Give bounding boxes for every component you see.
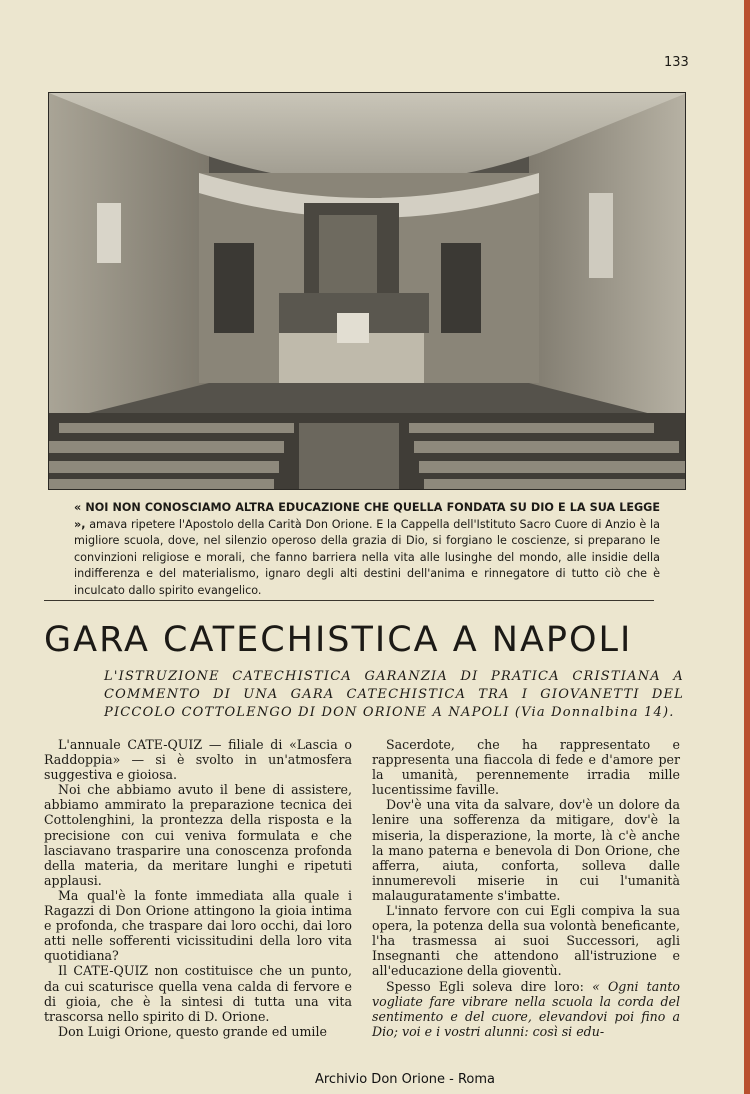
paragraph: Dov'è una vita da salvare, dov'è un dolore da lenire una sofferenza da mitigare, dov'è la miseria, la disperazione, la morte, là c'è anche la mano paterna e benevola di Don Orione, che afferra, aiuta, conforta, solleva dalle innumerevoli miserie in cui l'umanità malauguratamente s'imbatte.: [372, 797, 680, 903]
subtitle-part-1: L'ISTRUZIONE CATECHISTICA GARANZIA DI PRATICA CRISTIANA A COMMENTO DI UNA: [104, 669, 684, 702]
article-subtitle: [104, 668, 684, 722]
chapel-illustration: [49, 93, 686, 490]
paragraph-start: Spesso Egli soleva dire loro:: [386, 978, 584, 994]
caption-lead: « NOI NON CONOSCIAMO ALTRA EDUCAZIONE CHE QUELLA FONDATA SU DIO E LA SUA LEGGE »,: [74, 501, 660, 531]
paragraph: Don Luigi Orione, questo grande ed umile: [58, 1023, 327, 1039]
archive-footer: Archivio Don Orione - Roma: [314, 1072, 496, 1087]
paragraph: Noi che abbiamo avuto il bene di assistere, abbiamo ammirato la preparazione tecnica dei Cottolenghini, la prontezza della risposta e la precisione con cui veniva formulata e che lasciavano trasparire una conoscenza profonda della materia, da meritare lunghi e ripetuti applausi.: [44, 782, 352, 888]
subtitle-part-2: GARA CATECHISTICA: [290, 687, 467, 702]
page-number: 133: [664, 55, 689, 70]
subtitle-part-3: TRA I GIOVANETTI DEL PICCOLO COTTOLENGO DI DON ORIONE A NAPOLI: [104, 687, 684, 720]
photo-caption: [74, 500, 660, 600]
caption-body: amava ripetere l'Apostolo della Carità Don Orione. E la Cappella dell'Istituto Sacro Cuore di Anzio è la migliore scuola, dove, nel silenzio operoso della grazia di Dio, si forgiano le coscienze, si preparano le convinzioni religiose e morali, che fanno barriera nella vita alle lusinghe del mondo, alle insidie della indifferenza e del materialismo, ignaro degli alti destini dell'anima e rinnegatore di tutto ciò che è inculcato dallo spirito evangelico.: [74, 517, 660, 597]
article-column-right: [372, 737, 680, 1039]
binding-edge: [744, 0, 750, 1094]
paragraph: [372, 979, 680, 1039]
paragraph: Il CATE-QUIZ non costituisce che un punto, da cui scaturisce quella vena calda di fervore e di gioia, che è la sintesi di tutta una vita trascorsa nello spirito di D. Orione.: [44, 963, 352, 1024]
article-headline: GARA CATECHISTICA A NAPOLI: [44, 620, 633, 660]
section-divider: [44, 600, 654, 601]
paragraph: Sacerdote, che ha rappresentato e rappresenta una fiaccola di fede e d'amore per la umanità, perennemente irradia mille lucentissime faville.: [372, 737, 680, 798]
orione-quote: « Ogni tanto vogliate fare vibrare nella scuola la corda del sentimento e del cuore, elevandovi poi fino a Dio; voi e i vostri alunni: così si edu-: [372, 978, 680, 1039]
article-column-left: [44, 737, 352, 1039]
subtitle-part-4: (Via Donnalbina 14).: [514, 705, 675, 720]
paragraph: L'innato fervore con cui Egli compiva la sua opera, la potenza della sua volontà beneficante, l'ha trasmessa ai suoi Successori, agli Insegnanti che attendono all'istruzione e all'educazione della gioventù.: [372, 903, 680, 979]
paragraph: Ma qual'è la fonte immediata alla quale i Ragazzi di Don Orione attingono la gioia intima e profonda, che traspare dai loro occhi, dai loro atti nelle sofferenti vicissitudini della loro vita quotidiana?: [44, 887, 352, 964]
chapel-photo: [48, 92, 686, 490]
paragraph: L'annuale CATE-QUIZ — filiale di «Lascia o Raddoppia» — si è svolto in un'atmosfera suggestiva e gioiosa.: [44, 737, 352, 783]
